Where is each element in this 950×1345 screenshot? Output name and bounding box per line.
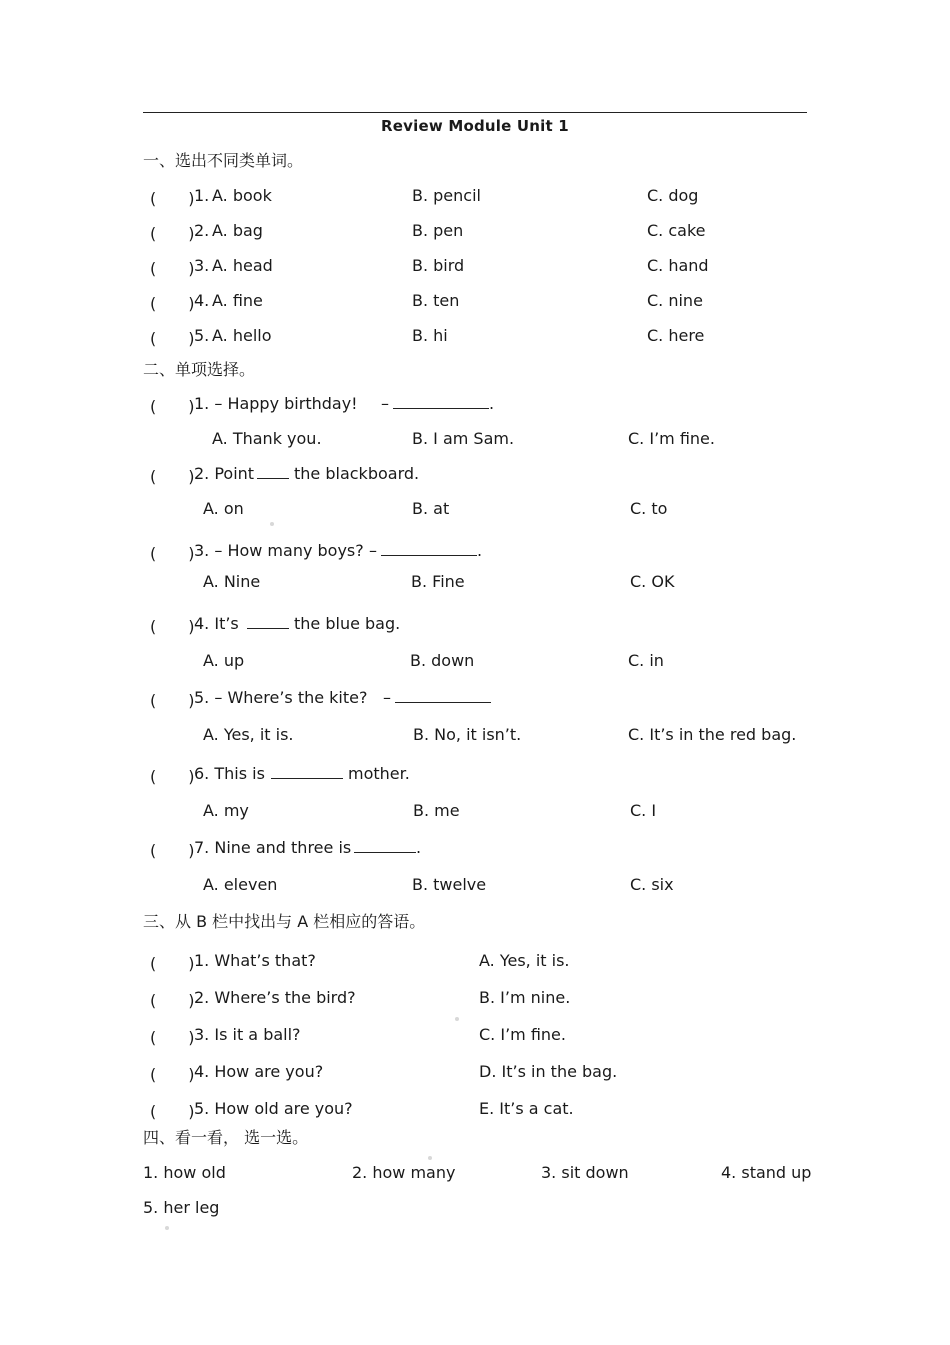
question-text: 5. – Where’s the kite? bbox=[194, 688, 368, 707]
item-number: 5. bbox=[194, 326, 210, 345]
answer-bracket[interactable]: ( ) bbox=[150, 259, 195, 278]
phrase-option: 5. her leg bbox=[143, 1198, 220, 1217]
question-end: the blackboard. bbox=[294, 464, 420, 483]
answer-b: C. I’m fine. bbox=[479, 1025, 566, 1044]
question-text: 6. This is bbox=[194, 764, 265, 783]
answer-bracket[interactable]: ( ) bbox=[150, 767, 195, 786]
page-title: Review Module Unit 1 bbox=[381, 117, 569, 135]
question-end: the blue bag. bbox=[294, 614, 401, 633]
option-c: C. I bbox=[630, 801, 657, 820]
answer-blank[interactable] bbox=[395, 688, 491, 708]
answer-bracket[interactable]: ( ) bbox=[150, 544, 195, 563]
option-a: A. Yes, it is. bbox=[203, 725, 294, 744]
section4-heading: 四、看一看， 选一选。 bbox=[143, 1128, 309, 1147]
option-b: B. bird bbox=[412, 256, 465, 275]
item-number: 2. bbox=[194, 221, 210, 240]
option-a: A. Thank you. bbox=[212, 429, 322, 448]
option-c: C. in bbox=[628, 651, 664, 670]
answer-blank[interactable] bbox=[381, 541, 477, 561]
option-c: C. dog bbox=[647, 186, 699, 205]
option-b: B. pencil bbox=[412, 186, 481, 205]
option-c: C. nine bbox=[647, 291, 703, 310]
answer-bracket[interactable]: ( ) bbox=[150, 224, 195, 243]
phrase-option: 4. stand up bbox=[721, 1163, 812, 1182]
answer-bracket[interactable]: ( ) bbox=[150, 1102, 195, 1121]
question-a: 5. How old are you? bbox=[194, 1099, 353, 1118]
dash: – bbox=[383, 688, 391, 707]
section1-heading: 一、选出不同类单词。 bbox=[143, 151, 304, 170]
option-b: B. at bbox=[412, 499, 450, 518]
item-number: 4. bbox=[194, 291, 210, 310]
answer-b: B. I’m nine. bbox=[479, 988, 571, 1007]
answer-bracket[interactable]: ( ) bbox=[150, 189, 195, 208]
dash: – bbox=[381, 394, 389, 413]
phrase-option: 1. how old bbox=[143, 1163, 226, 1182]
answer-bracket[interactable]: ( ) bbox=[150, 841, 195, 860]
option-a: A. up bbox=[203, 651, 245, 670]
answer-blank[interactable] bbox=[354, 838, 416, 858]
question-end: . bbox=[477, 541, 483, 560]
header-rule bbox=[143, 112, 807, 113]
option-a: A. Nine bbox=[203, 572, 261, 591]
answer-bracket[interactable]: ( ) bbox=[150, 691, 195, 710]
option-b: B. twelve bbox=[412, 875, 487, 894]
option-a: A. book bbox=[212, 186, 272, 205]
option-c: C. OK bbox=[630, 572, 675, 591]
question-a: 3. Is it a ball? bbox=[194, 1025, 301, 1044]
question-a: 2. Where’s the bird? bbox=[194, 988, 356, 1007]
item-number: 3. bbox=[194, 256, 210, 275]
scan-speck bbox=[270, 522, 274, 526]
answer-bracket[interactable]: ( ) bbox=[150, 617, 195, 636]
answer-bracket[interactable]: ( ) bbox=[150, 329, 195, 348]
answer-bracket[interactable]: ( ) bbox=[150, 991, 195, 1010]
answer-blank[interactable] bbox=[393, 394, 489, 414]
section2-heading: 二、单项选择。 bbox=[143, 360, 256, 379]
answer-bracket[interactable]: ( ) bbox=[150, 954, 195, 973]
option-c: C. six bbox=[630, 875, 674, 894]
option-c: C. to bbox=[630, 499, 668, 518]
answer-blank[interactable] bbox=[257, 464, 289, 484]
answer-bracket[interactable]: ( ) bbox=[150, 467, 195, 486]
answer-bracket[interactable]: ( ) bbox=[150, 397, 195, 416]
dash: – bbox=[369, 541, 377, 560]
section3-heading: 三、从 B 栏中找出与 A 栏相应的答语。 bbox=[143, 912, 426, 931]
scan-speck bbox=[165, 1226, 169, 1230]
question-a: 4. How are you? bbox=[194, 1062, 324, 1081]
option-a: A. eleven bbox=[203, 875, 278, 894]
answer-b: E. It’s a cat. bbox=[479, 1099, 574, 1118]
option-c: C. cake bbox=[647, 221, 706, 240]
scan-speck bbox=[455, 1017, 459, 1021]
answer-blank[interactable] bbox=[271, 764, 343, 784]
option-c: C. here bbox=[647, 326, 705, 345]
answer-bracket[interactable]: ( ) bbox=[150, 294, 195, 313]
question-text: 3. – How many boys? bbox=[194, 541, 364, 560]
option-a: A. on bbox=[203, 499, 244, 518]
option-c: C. I’m fine. bbox=[628, 429, 715, 448]
question-end: mother. bbox=[348, 764, 410, 783]
question-a: 1. What’s that? bbox=[194, 951, 316, 970]
option-b: B. hi bbox=[412, 326, 448, 345]
option-b: B. ten bbox=[412, 291, 460, 310]
option-b: B. me bbox=[413, 801, 460, 820]
question-text: 2. Point bbox=[194, 464, 255, 483]
answer-blank[interactable] bbox=[247, 614, 289, 634]
question-text: 4. It’s bbox=[194, 614, 239, 633]
option-a: A. head bbox=[212, 256, 273, 275]
option-b: B. down bbox=[410, 651, 475, 670]
question-text: 7. Nine and three is bbox=[194, 838, 352, 857]
answer-bracket[interactable]: ( ) bbox=[150, 1065, 195, 1084]
answer-b: A. Yes, it is. bbox=[479, 951, 570, 970]
option-b: B. I am Sam. bbox=[412, 429, 515, 448]
phrase-option: 2. how many bbox=[352, 1163, 456, 1182]
option-a: A. bag bbox=[212, 221, 263, 240]
answer-bracket[interactable]: ( ) bbox=[150, 1028, 195, 1047]
phrase-option: 3. sit down bbox=[541, 1163, 629, 1182]
option-b: B. Fine bbox=[411, 572, 465, 591]
option-c: C. It’s in the red bag. bbox=[628, 725, 797, 744]
option-b: B. No, it isn’t. bbox=[413, 725, 522, 744]
option-a: A. my bbox=[203, 801, 249, 820]
item-number: 1. bbox=[194, 186, 210, 205]
question-end: . bbox=[416, 838, 422, 857]
option-a: A. fine bbox=[212, 291, 263, 310]
scan-speck bbox=[428, 1156, 432, 1160]
option-c: C. hand bbox=[647, 256, 709, 275]
option-b: B. pen bbox=[412, 221, 464, 240]
question-text: 1. – Happy birthday! bbox=[194, 394, 358, 413]
answer-b: D. It’s in the bag. bbox=[479, 1062, 618, 1081]
option-a: A. hello bbox=[212, 326, 272, 345]
question-end: . bbox=[489, 394, 495, 413]
